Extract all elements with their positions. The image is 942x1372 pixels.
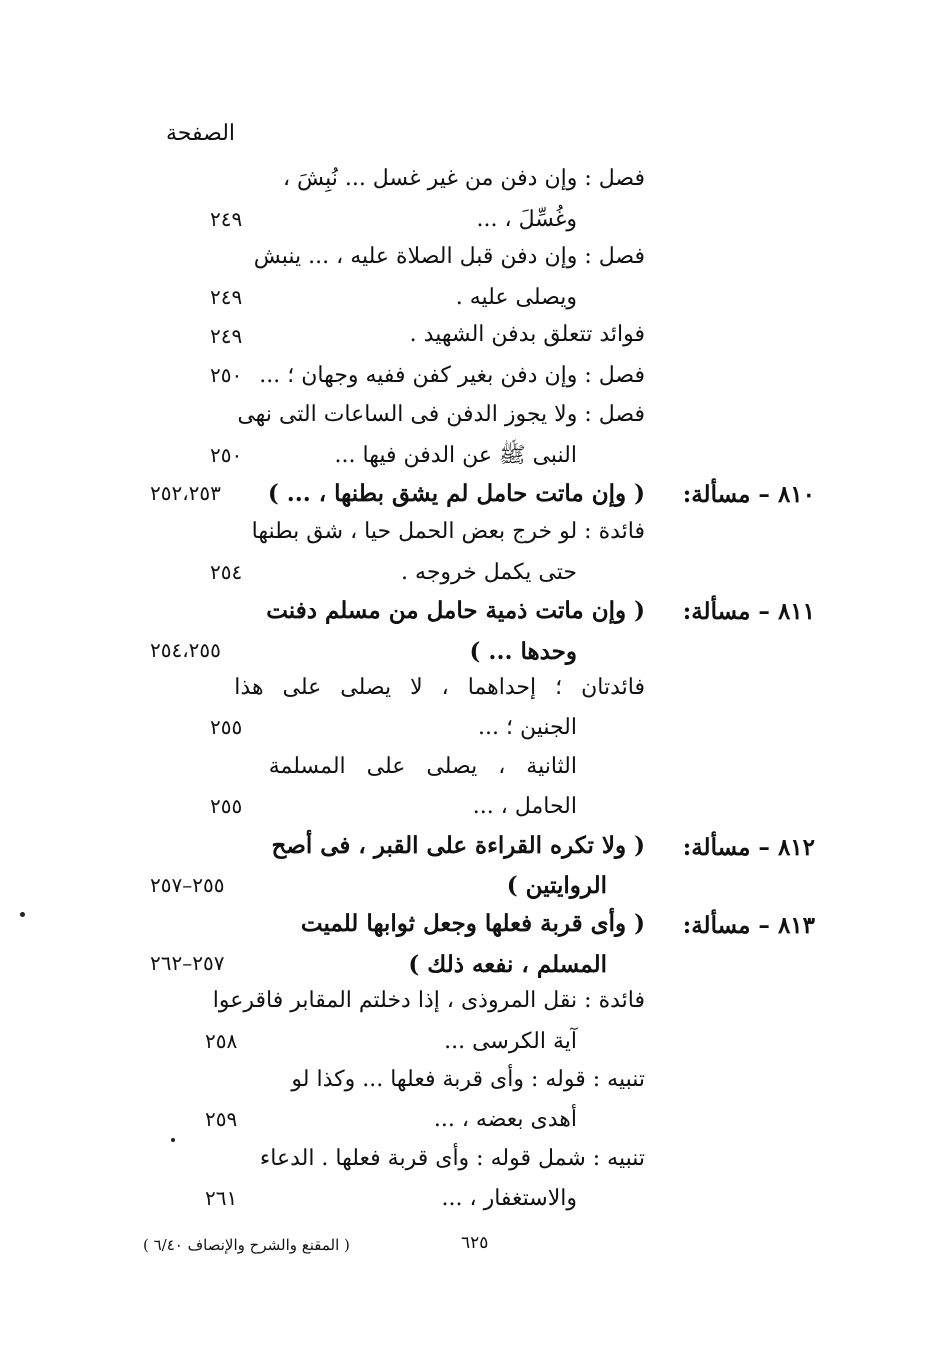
- entry-page-number: ٢٥٥–٢٥٧: [150, 873, 225, 897]
- entry-line: النبى ﷺ عن الدفن فيها ...: [334, 443, 577, 468]
- entry-page-number: ٢٥٩: [205, 1107, 238, 1131]
- masala-text: ( ولا تكره القراءة على القبر ، فى أصح: [271, 832, 645, 859]
- entry-line: تنبيه : شمل قوله : وأى قربة فعلها . الدعاء: [259, 1146, 645, 1171]
- entry-line: والاستغفار ، ...: [441, 1186, 577, 1211]
- entry-line: وغُسِّلَ ، ...: [476, 207, 577, 232]
- entry-line: الحامل ، ...: [472, 794, 577, 819]
- entry-line: آية الكرسى ...: [444, 1029, 577, 1054]
- masala-text: وحدها ... ): [469, 638, 577, 665]
- entry-page-number: ٢٥٠: [210, 443, 243, 467]
- masala-number: ٨١٢ – مسألة:: [682, 834, 815, 861]
- entry-line: تنبيه : قوله : وأى قربة فعلها ... وكذا لو: [291, 1067, 645, 1092]
- entry-line: فائدة : لو خرج بعض الحمل حيا ، شق بطنها: [251, 519, 645, 544]
- entry-page-number: ٢٤٩: [210, 207, 243, 231]
- entry-line: فصل : وإن دفن من غير غسل ... نُبِشَ ،: [282, 166, 645, 191]
- entry-line: فصل : وإن دفن قبل الصلاة عليه ، ... ينبش: [253, 244, 645, 269]
- entry-line: فوائد تتعلق بدفن الشهيد .: [409, 322, 645, 347]
- masala-text: المسلم ، نفعه ذلك ): [408, 951, 607, 978]
- scan-speck: [171, 1138, 175, 1142]
- entry-page-number: ٢٥٤،٢٥٥: [150, 638, 221, 662]
- entry-page-number: ٢٥٢،٢٥٣: [150, 481, 221, 505]
- entry-page-number: ٢٥٨: [205, 1029, 238, 1053]
- masala-number: ٨١١ – مسألة:: [682, 598, 815, 625]
- entry-line: الثانية ، يصلى على المسلمة: [268, 754, 577, 779]
- page-column-label: الصفحة: [166, 121, 236, 146]
- entry-page-number: ٢٥٧–٢٦٢: [150, 951, 225, 975]
- scan-speck: [20, 912, 25, 917]
- entry-line: فصل : وإن دفن بغير كفن ففيه وجهان ؛ ...: [259, 363, 645, 388]
- entry-page-number: ٢٤٩: [210, 324, 243, 348]
- footer-page-number: ٦٢٥: [461, 1233, 489, 1253]
- entry-page-number: ٢٥٤: [210, 560, 243, 584]
- entry-page-number: ٢٤٩: [210, 285, 243, 309]
- entry-line: أهدى بعضه ، ...: [433, 1107, 577, 1132]
- masala-text: الروايتين ): [506, 872, 607, 899]
- masala-text: ( وإن ماتت ذمية حامل من مسلم دفنت: [266, 597, 645, 624]
- entry-line: الجنين ؛ ...: [478, 715, 577, 740]
- entry-page-number: ٢٥٥: [210, 794, 243, 818]
- masala-number: ٨١٣ – مسألة:: [682, 912, 815, 939]
- entry-page-number: ٢٥٠: [210, 363, 243, 387]
- entry-line: حتى يكمل خروجه .: [401, 560, 577, 585]
- entry-line: فصل : ولا يجوز الدفن فى الساعات التى نهى: [237, 402, 645, 427]
- entry-line: فائدتان ؛ إحداهما ، لا يصلى على هذا: [234, 675, 645, 700]
- entry-line: ويصلى عليه .: [455, 285, 577, 310]
- masala-text: ( وإن ماتت حامل لم يشق بطنها ، ... ): [267, 480, 645, 507]
- masala-number: ٨١٠ – مسألة:: [682, 481, 815, 508]
- footer-signature: ( المقنع والشرح والإنصاف ٦/٤٠ ): [143, 1236, 350, 1254]
- entry-page-number: ٢٦١: [205, 1186, 238, 1210]
- masala-text: ( وأى قربة فعلها وجعل ثوابها للميت: [300, 910, 645, 937]
- entry-page-number: ٢٥٥: [210, 715, 243, 739]
- entry-line: فائدة : نقل المروذى ، إذا دخلتم المقابر فاقرعوا: [212, 988, 645, 1013]
